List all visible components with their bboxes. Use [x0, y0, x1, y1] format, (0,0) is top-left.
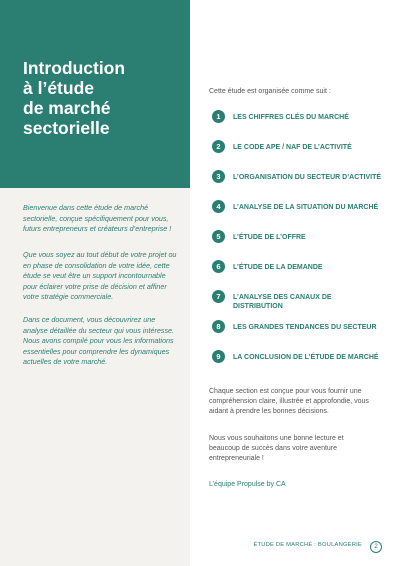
intro-paragraph-1: Bienvenue dans cette étude de marché sectorielle, conçue spécifiquement pour vous, futurs entrepreneurs et créateurs d’entreprise !	[23, 203, 172, 233]
toc-item-6[interactable]	[212, 260, 387, 284]
toc-item-8[interactable]	[212, 320, 387, 344]
toc-item-9[interactable]	[212, 350, 387, 374]
toc-number: 9	[212, 350, 225, 363]
intro-column	[0, 188, 190, 566]
closing-paragraph-1: Chaque section est conçue pour vous fournir une compréhension claire, illustrée et approfondie, vous aidant à prendre les bonnes décisions.	[209, 388, 369, 415]
toc-column	[190, 0, 400, 566]
toc-label: LE CODE APE / NAF DE L’ACTIVITÉ	[233, 143, 352, 151]
toc-lead: Cette étude est organisée comme suit :	[209, 88, 331, 95]
toc-number: 3	[212, 170, 225, 183]
toc-item-5[interactable]	[212, 230, 387, 254]
toc-number: 7	[212, 290, 225, 303]
toc-item-4[interactable]	[212, 200, 387, 224]
toc-label: L’ORGANISATION DU SECTEUR D’ACTIVITÉ	[233, 173, 382, 181]
toc-number: 4	[212, 200, 225, 213]
page-title: Introduction à l’étude de marché sectorielle	[23, 58, 126, 138]
intro-paragraph-3: Dans ce document, vous découvrirez une analyse détaillée du secteur qui vous intéresse. Nous avons compilé pour vous les informations essentielles pour comprendre les dynamiques actuelles de votre marché.	[23, 315, 175, 366]
toc-number: 6	[212, 260, 225, 273]
toc-number: 8	[212, 320, 225, 333]
page-number: 2	[370, 541, 382, 553]
toc-item-1[interactable]	[212, 110, 387, 134]
toc-label: L’ANALYSE DES CANAUX DE DISTRIBUTION	[233, 293, 332, 310]
toc-item-7[interactable]	[212, 290, 387, 314]
signature: L’équipe Propulse by CA	[209, 481, 286, 488]
toc-label: L’ÉTUDE DE L’OFFRE	[233, 233, 306, 241]
toc-label: L’ÉTUDE DE LA DEMANDE	[233, 263, 323, 271]
footer-label: ÉTUDE DE MARCHÉ : BOULANGERIE	[253, 542, 362, 548]
toc-item-3[interactable]	[212, 170, 387, 194]
toc-label: LA CONCLUSION DE L’ÉTUDE DE MARCHÉ	[233, 353, 379, 361]
intro-paragraph-2: Que vous soyez au tout début de votre projet ou en phase de consolidation de votre idée, cette étude se veut être un support incontournable pour éclairer votre prise de décision et affiner votre stratégie commerciale.	[23, 250, 177, 301]
toc-number: 2	[212, 140, 225, 153]
closing-paragraph-2: Nous vous souhaitons une bonne lecture et beaucoup de succès dans votre aventure entrepreneuriale !	[209, 435, 344, 462]
toc-label: LES GRANDES TENDANCES DU SECTEUR	[233, 323, 377, 331]
toc-number: 5	[212, 230, 225, 243]
toc-item-2[interactable]	[212, 140, 387, 164]
hero-banner	[0, 0, 190, 188]
toc-label: L’ANALYSE DE LA SITUATION DU MARCHÉ	[233, 203, 379, 211]
toc-label: LES CHIFFRES CLÉS DU MARCHÉ	[233, 113, 349, 121]
toc-number: 1	[212, 110, 225, 123]
